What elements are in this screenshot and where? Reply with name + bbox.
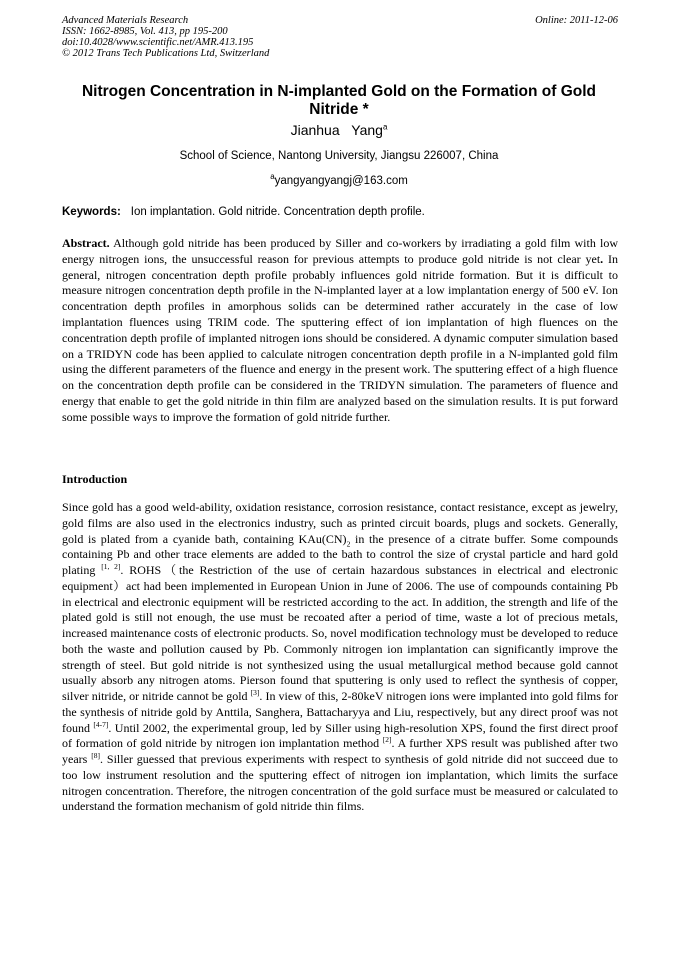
email-superscript: a <box>270 172 275 181</box>
paper-title: Nitrogen Concentration in N-implanted Gold on the Formation of Gold Nitride * <box>81 83 597 118</box>
author-superscript: a <box>382 122 388 132</box>
intro-text: . Siller guessed that previous experiments with respect to synthesis of gold nitride did not succeed due to too low instrument resolution and the sputtering effect of nitrogen ion implantation, which limits the surface nitrogen concentration. Therefore, the nitrogen concentration of the gold surface must be measured or calculated to understand the formation mechanism of gold nitride thin films. <box>62 752 618 814</box>
citation-ref: [1, 2] <box>101 562 121 571</box>
author-line <box>0 122 678 138</box>
keywords-text: Ion implantation. Gold nitride. Concentration depth profile. <box>130 206 425 218</box>
issn-line: ISSN: 1662-8985, Vol. 413, pp 195-200 <box>62 26 228 37</box>
intro-text: Since gold has a good weld-ability, oxidation resistance, corrosion resistance, contact resistance, except as jewelry, gold films are also used in the electronics industry, such as printed circuit boards, plugs and sockets. Generally, gold is plated from a cyanide bath, containing KAu(CN) <box>62 500 618 546</box>
citation-ref: [8] <box>91 751 100 760</box>
abstract-text-1: Although gold nitride has been produced by Siller and co-workers by irradiating a gold film with low energy nitrogen ions, the unsuccessful reason for previous attempts to produce gold nitride is not clear yet <box>62 236 618 266</box>
email-line <box>0 172 678 187</box>
abstract-bold-dot: . <box>600 251 604 266</box>
email-address: yangyangyangj@163.com <box>274 174 408 187</box>
intro-text: . A further XPS result was published after two years <box>62 736 618 766</box>
subscript: 2 <box>346 538 351 548</box>
abstract <box>62 236 618 426</box>
keywords <box>62 206 618 218</box>
abstract-text-2: In general, nitrogen concentration depth profile probably influences gold nitride formation. But it is difficult to measure nitrogen concentration depth profile in the N-implanted layer at a low implantation energy of 500 eV. Ion concentration depth profiles in amorphous solids can be determined rather accurately in the case of low implantation fluences using TRIM code. The sputtering effect of ion implantation of high fluences on the concentration depth profile of implanted nitrogen ions should be considered. A dynamic computer simulation based on a TRIDYN code has been applied to calculate nitrogen concentration depth profile in a N-implanted gold film using the different parameters of the fluence and energy in the present work. The sputtering effect of a high fluence on the concentration depth profile can be considered in the TRIDYN simulation. The parameters of fluence and energy that enable to get the gold nitride in thin film are analyzed based on the simulation results. It is put forward some possible ways to improve the formation of gold nitride further. <box>62 251 618 424</box>
citation-ref: [3] <box>250 688 260 697</box>
abstract-label: Abstract. <box>62 236 110 250</box>
intro-text: in the presence of a citrate buffer. Some compounds containing Pb and other trace elements are added to the bath to control the size of crystal particle and hard gold plating <box>62 531 618 577</box>
journal-header <box>62 15 618 59</box>
citation-ref: [4-7] <box>93 719 109 729</box>
intro-text: . Until 2002, the experimental group, led by Siller using high-resolution XPS, found the first direct proof of formation of gold nitride by nitrogen ion implantation method <box>62 720 619 751</box>
journal-name: Advanced Materials Research <box>62 15 189 26</box>
intro-text: . In view of this, 2-80keV nitrogen ions were implanted into gold films for the synthesis of nitride gold by Anttila, Sanghera, Battacharyya and Liu, respectively, but any direct proof was not found <box>62 689 619 735</box>
introduction-paragraph <box>62 500 618 815</box>
affiliation: School of Science, Nantong University, Jiangsu 226007, China <box>179 150 499 162</box>
intro-text: . ROHS（the Restriction of the use of certain hazardous substances in electrical and electronic equipment）act had been implemented in European Union in June of 2006. The use of compounds containing Pb in electrical and electronic equipment will be restricted according to the act. In addition, the strength and life of the plated gold is still not enough, the use must be recoated after a period of time, waste a lot of precious metals, increased maintenance costs of electronic products. So, novel modification technology must be developed to reduce both the waste and pollution caused by Pb. Commonly nitrogen ion implantation can significantly improve the strength of steel. But gold nitride is not synthesized using the usual metallurgical method because gold cannot usually absorb any nitrogen atoms. Pierson found that sputtering is only used to reflect the synthesis of copper, silver nitride, or nitride cannot be gold <box>62 563 619 703</box>
author-name: Jianhua Yang <box>290 122 383 138</box>
citation-ref: [2] <box>382 735 392 745</box>
keywords-label: Keywords: <box>62 206 121 218</box>
section-heading-introduction: Introduction <box>62 472 128 486</box>
online-date: Online: 2011-12-06 <box>535 15 618 26</box>
doi-line: doi:10.4028/www.scientific.net/AMR.413.195 <box>62 37 254 48</box>
copyright-line: © 2012 Trans Tech Publications Ltd, Switzerland <box>62 48 270 59</box>
